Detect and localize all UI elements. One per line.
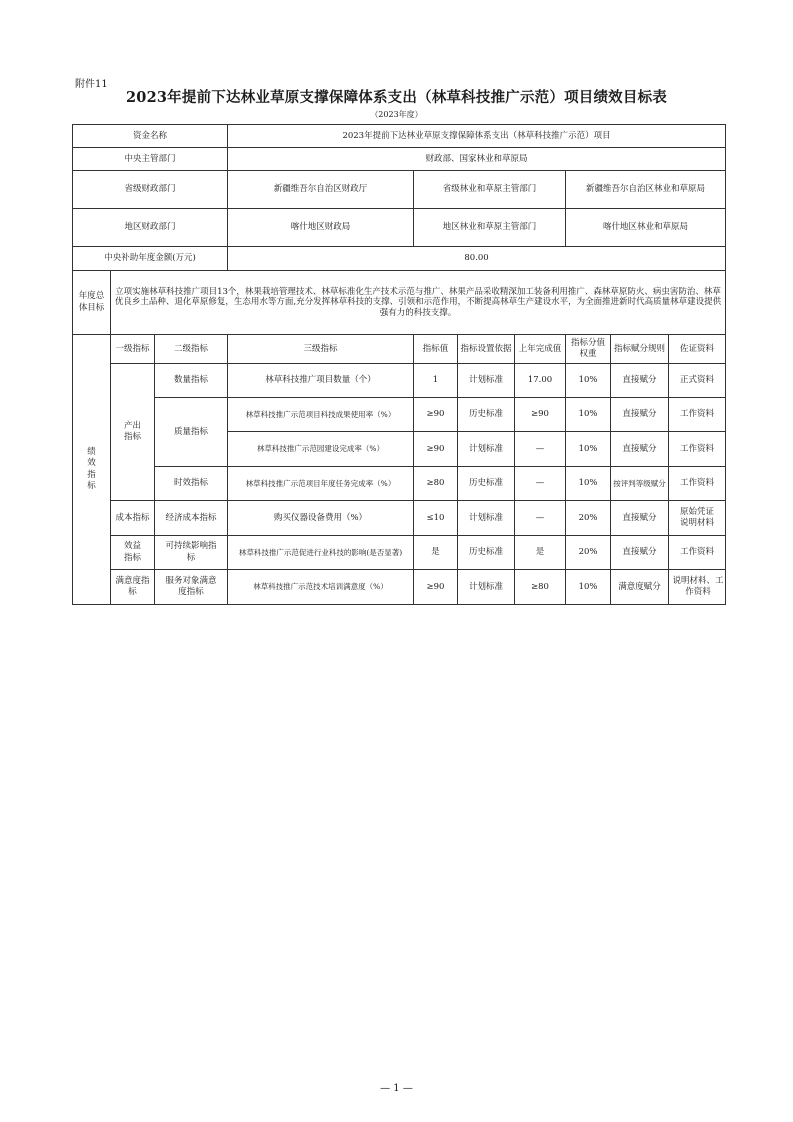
indicator-rule: 直接赋分 — [611, 501, 669, 536]
prov-finance-label: 省级财政部门 — [73, 171, 228, 209]
indicator-last: 17.00 — [515, 364, 566, 398]
prov-forest-value: 新疆维吾尔自治区林业和草原局 — [566, 171, 726, 209]
indicator-rule: 满意度赋分 — [611, 570, 669, 605]
table-row — [73, 271, 726, 335]
indicator-evidence: 工作资料 — [669, 467, 726, 501]
indicator-name: 林草科技推广示范技术培训满意度（%） — [228, 570, 414, 605]
group-cost: 成本指标 — [111, 501, 155, 536]
table-row — [73, 501, 726, 536]
indicator-basis: 计划标准 — [458, 432, 515, 467]
table-row — [73, 148, 726, 171]
region-forest-label: 地区林业和草原主管部门 — [414, 209, 566, 247]
indicator-value: ≥90 — [414, 432, 458, 467]
header-last-year: 上年完成值 — [515, 335, 566, 364]
table-row — [73, 209, 726, 247]
indicator-last: — — [515, 467, 566, 501]
indicator-weight: 10% — [566, 398, 611, 432]
indicator-value: ≥90 — [414, 398, 458, 432]
prov-finance-value: 新疆维吾尔自治区财政厅 — [228, 171, 414, 209]
indicator-weight: 20% — [566, 536, 611, 570]
indicator-weight: 10% — [566, 570, 611, 605]
subgroup-quantity: 数量指标 — [155, 364, 228, 398]
prov-forest-label: 省级林业和草原主管部门 — [414, 171, 566, 209]
indicator-weight: 20% — [566, 501, 611, 536]
subgroup-timeliness: 时效指标 — [155, 467, 228, 501]
year-label: （2023年度） — [370, 110, 423, 119]
header-weight: 指标分值权重 — [566, 335, 611, 364]
table-row — [73, 364, 726, 398]
group-output: 产出指标 — [111, 364, 155, 501]
perf-label-cell — [73, 335, 111, 605]
indicator-last: — — [515, 501, 566, 536]
subgroup-quality: 质量指标 — [155, 398, 228, 467]
page-title: 2023年提前下达林业草原支撑保障体系支出（林草科技推广示范）项目绩效目标表 — [126, 89, 667, 106]
indicator-name: 林草科技推广示范项目科技成果使用率（%） — [228, 398, 414, 432]
header-level3: 三级指标 — [228, 335, 414, 364]
indicator-value: ≥90 — [414, 570, 458, 605]
indicator-evidence: 说明材料、工作资料 — [669, 570, 726, 605]
indicator-value: 1 — [414, 364, 458, 398]
subgroup-service: 服务对象满意度指标 — [155, 570, 228, 605]
central-dept-label: 中央主管部门 — [73, 148, 228, 171]
header-evidence: 佐证资料 — [669, 335, 726, 364]
central-dept-value: 财政部、国家林业和草原局 — [228, 148, 726, 171]
indicator-basis: 历史标准 — [458, 398, 515, 432]
table-row — [73, 335, 726, 364]
indicator-rule: 按评判等级赋分 — [611, 467, 669, 501]
table-row — [73, 398, 726, 432]
indicator-evidence: 工作资料 — [669, 536, 726, 570]
indicator-rule: 直接赋分 — [611, 398, 669, 432]
indicator-name: 林草科技推广示范园建设完成率（%） — [228, 432, 414, 467]
indicator-last: 是 — [515, 536, 566, 570]
table-row — [73, 125, 726, 148]
page-number: — 1 — — [380, 1083, 413, 1094]
indicator-value: ≤10 — [414, 501, 458, 536]
fund-name-value: 2023年提前下达林业草原支撑保障体系支出（林草科技推广示范）项目 — [228, 125, 726, 148]
indicator-name: 林草科技推广示范促进行业科技的影响(是否显著) — [228, 536, 414, 570]
performance-target-table — [72, 124, 726, 605]
indicator-last: ≥80 — [515, 570, 566, 605]
indicator-rule: 直接赋分 — [611, 364, 669, 398]
goal-text: 立项实施林草科技推广项目13个，林果栽培管理技术、林草标准化生产技术示范与推广、林果产品采收精深加工装备利用推广、森林草原防火、病虫害防治、林草优良乡土品种、退化草原修复，生态用水等方面,充分发挥林草科技的支撑、引领和示范作用，不断提高林草生产建设水平，为全面推进新时代高质量林草建设提供强有力的科技支撑。 — [111, 271, 726, 335]
indicator-last: ≥90 — [515, 398, 566, 432]
table-row — [73, 570, 726, 605]
indicator-value: ≥80 — [414, 467, 458, 501]
indicator-weight: 10% — [566, 432, 611, 467]
header-level2: 二级指标 — [155, 335, 228, 364]
header-rule: 指标赋分规则 — [611, 335, 669, 364]
group-satisfaction: 满意度指标 — [111, 570, 155, 605]
group-effect: 效益指标 — [111, 536, 155, 570]
indicator-weight: 10% — [566, 364, 611, 398]
indicator-last: — — [515, 432, 566, 467]
goal-label: 年度总体目标 — [78, 291, 105, 313]
indicator-evidence: 正式资料 — [669, 364, 726, 398]
indicator-evidence: 工作资料 — [669, 432, 726, 467]
region-finance-value: 喀什地区财政局 — [228, 209, 414, 247]
indicator-basis: 计划标准 — [458, 501, 515, 536]
indicator-name: 林草科技推广示范项目年度任务完成率（%） — [228, 467, 414, 501]
indicator-basis: 历史标准 — [458, 536, 515, 570]
attachment-label: 附件11 — [75, 79, 108, 90]
subgroup-economic-cost: 经济成本指标 — [155, 501, 228, 536]
indicator-evidence: 工作资料 — [669, 398, 726, 432]
fund-name-label: 资金名称 — [73, 125, 228, 148]
indicator-basis: 计划标准 — [458, 364, 515, 398]
header-value: 指标值 — [414, 335, 458, 364]
table-row — [73, 171, 726, 209]
table-row — [73, 247, 726, 271]
header-level1: 一级指标 — [111, 335, 155, 364]
indicator-name: 购买仪器设备费用（%） — [228, 501, 414, 536]
subsidy-label: 中央补助年度金额(万元) — [73, 247, 228, 271]
subsidy-value: 80.00 — [228, 247, 726, 271]
table-row — [73, 536, 726, 570]
goal-label-cell — [73, 271, 111, 335]
indicator-value: 是 — [414, 536, 458, 570]
indicator-rule: 直接赋分 — [611, 432, 669, 467]
perf-label: 绩效指标 — [87, 446, 96, 491]
subgroup-sustainable: 可持续影响指标 — [155, 536, 228, 570]
indicator-name: 林草科技推广项目数量（个） — [228, 364, 414, 398]
indicator-basis: 计划标准 — [458, 570, 515, 605]
header-basis: 指标设置依据 — [458, 335, 515, 364]
table-row — [73, 467, 726, 501]
indicator-basis: 历史标准 — [458, 467, 515, 501]
region-forest-value: 喀什地区林业和草原局 — [566, 209, 726, 247]
indicator-evidence: 原始凭证说明材料 — [669, 501, 726, 536]
region-finance-label: 地区财政部门 — [73, 209, 228, 247]
indicator-rule: 直接赋分 — [611, 536, 669, 570]
indicator-weight: 10% — [566, 467, 611, 501]
